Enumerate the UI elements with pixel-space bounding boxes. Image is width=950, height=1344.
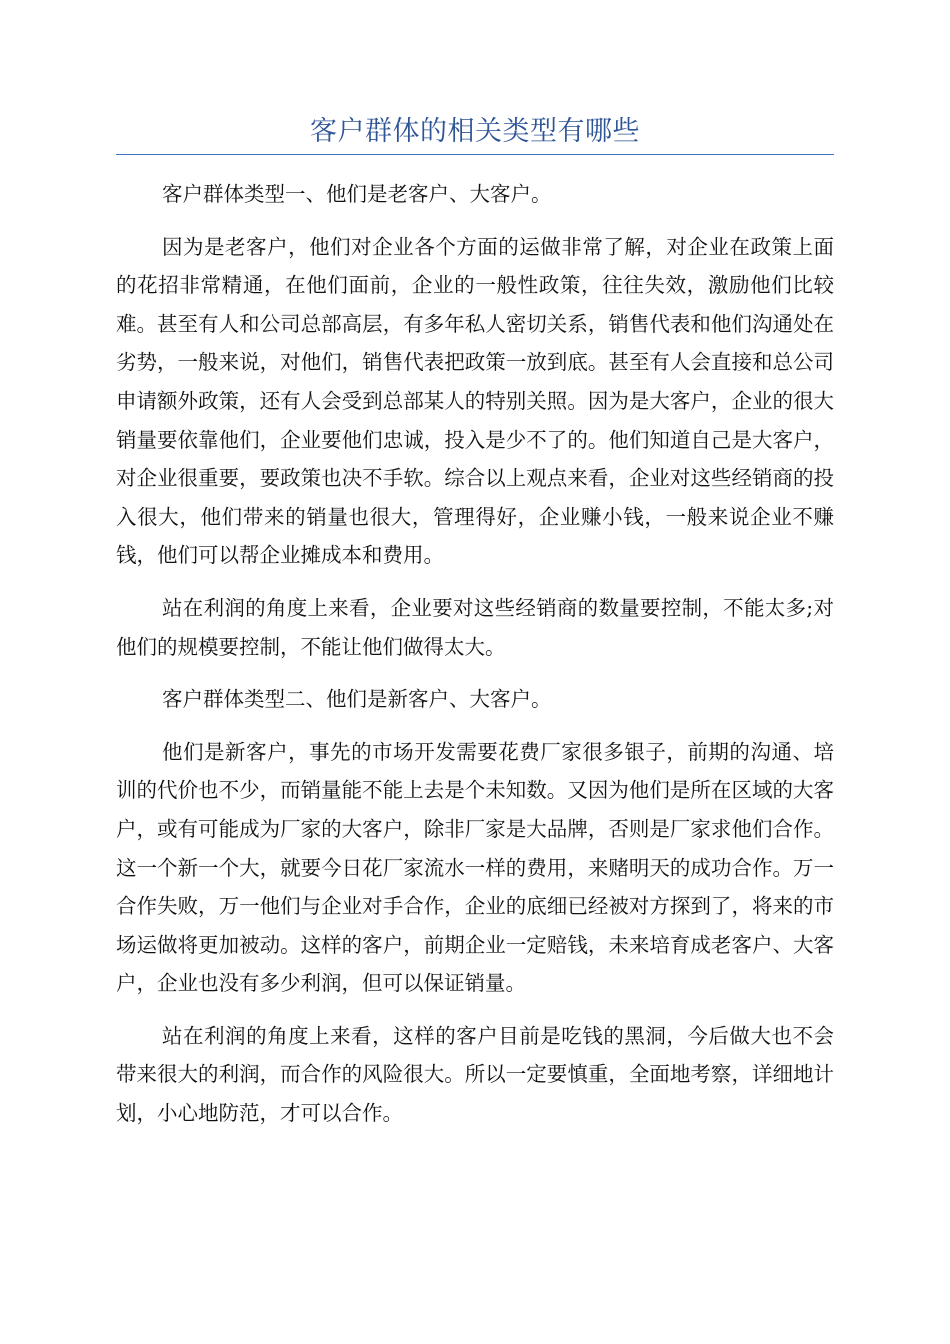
paragraph-type-two-profit: 站在利润的角度上来看，这样的客户目前是吃钱的黑洞，今后做大也不会带来很大的利润，而合作的风险很大。所以一定要慎重，全面地考察，详细地计划，小心地防范，才可以合作。 bbox=[116, 1023, 834, 1126]
title-underline bbox=[116, 154, 834, 155]
document-body bbox=[116, 175, 834, 1147]
paragraph-type-two-heading: 客户群体类型二、他们是新客户、大客户。 bbox=[162, 687, 552, 712]
document-title: 客户群体的相关类型有哪些 bbox=[310, 116, 640, 147]
paragraph-type-one-description: 因为是老客户，他们对企业各个方面的运做非常了解，对企业在政策上面的花招非常精通，在他们面前，企业的一般性政策，往往失效，激励他们比较难。甚至有人和公司总部高层，有多年私人密切关系，销售代表和他们沟通处在劣势，一般来说，对他们，销售代表把政策一放到底。甚至有人会直接和总公司申请额外政策，还有人会受到总部某人的特别关照。因为是大客户，企业的很大销量要依靠他们，企业要他们忠诚，投入是少不了的。他们知道自己是大客户，对企业很重要，要政策也决不手软。综合以上观点来看，企业对这些经销商的投入很大，他们带来的销量也很大，管理得好，企业赚小钱，一般来说企业不赚钱，他们可以帮企业摊成本和费用。 bbox=[116, 234, 834, 568]
paragraph-type-one-profit: 站在利润的角度上来看，企业要对这些经销商的数量要控制，不能太多;对他们的规模要控制，不能让他们做得太大。 bbox=[116, 595, 834, 659]
paragraph-type-two-description: 他们是新客户，事先的市场开发需要花费厂家很多银子，前期的沟通、培训的代价也不少，而销量能不能上去是个未知数。又因为他们是所在区域的大客户，或有可能成为厂家的大客户，除非厂家是大品牌，否则是厂家求他们合作。这一个新一个大，就要今日花厂家流水一样的费用，来赌明天的成功合作。万一合作失败，万一他们与企业对手合作，企业的底细已经被对方探到了，将来的市场运做将更加被动。这样的客户，前期企业一定赔钱，未来培育成老客户、大客户，企业也没有多少利润，但可以保证销量。 bbox=[116, 739, 834, 996]
paragraph-type-one-heading: 客户群体类型一、他们是老客户、大客户。 bbox=[162, 182, 552, 206]
